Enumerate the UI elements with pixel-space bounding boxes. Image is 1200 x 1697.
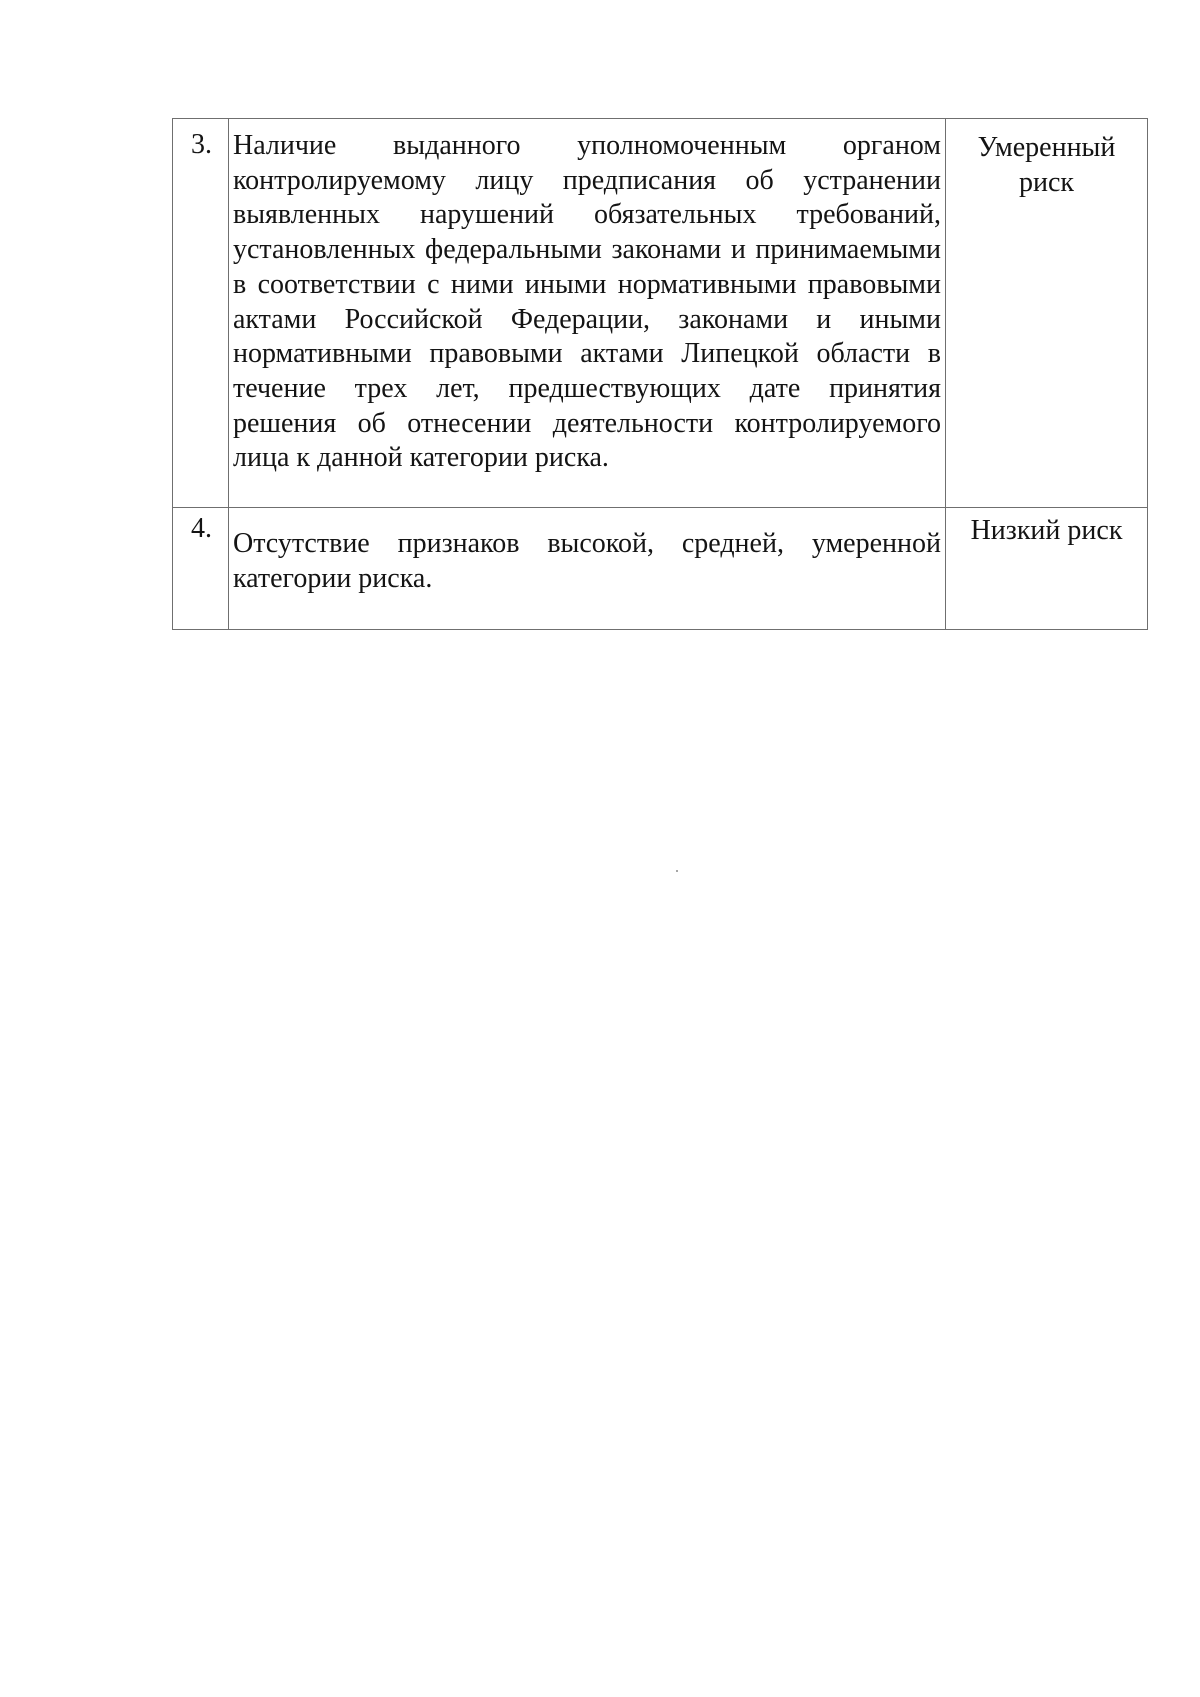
row-number: 4. xyxy=(173,508,229,630)
risk-category-label: Низкий риск xyxy=(946,508,1148,630)
risk-criterion-text: Отсутствие признаков высокой, средней, умеренной категории риска. xyxy=(229,508,946,630)
table-row xyxy=(173,508,1148,630)
risk-category-label: Умеренный риск xyxy=(946,119,1148,508)
row-number: 3. xyxy=(173,119,229,508)
risk-category-table xyxy=(172,118,1148,630)
risk-criterion-text: Наличие выданного уполномоченным органом контролируемому лицу предписания об устранении выявленных нарушений обязательных требований, установленных федеральными законами и принимаемыми в соответствии с ними иными нормативными правовыми актами Российской Федерации, законами и иными нормативными правовыми актами Липецкой области в течение трех лет, предшествующих дате принятия решения об отнесении деятельности контролируемого лица к данной категории риска. xyxy=(229,119,946,508)
scan-speck xyxy=(676,870,678,872)
table-row xyxy=(173,119,1148,508)
